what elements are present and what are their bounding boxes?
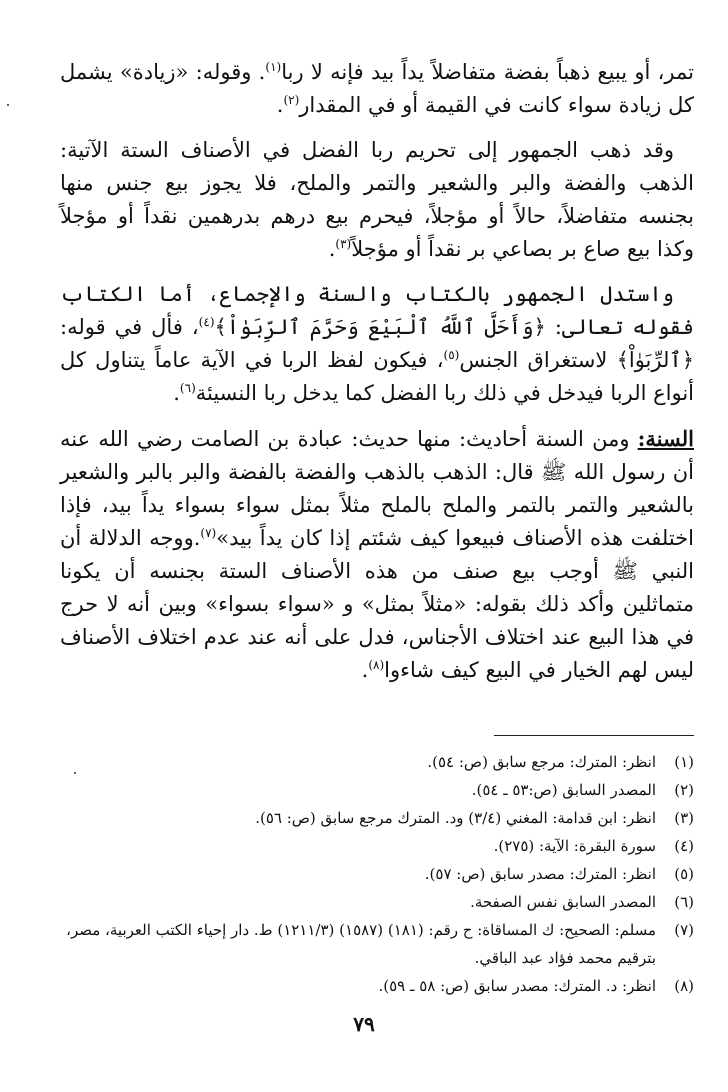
footnote-ref: (٦) xyxy=(179,381,196,395)
main-text xyxy=(60,56,694,699)
footnote-text: مسلم: الصحيح: ك المساقاة: ح رقم: (١٨١) (١٥٨٧) (١٢١١/٣) ط. دار إحياء الكتب العربية، مصر، بترقيم محمد فؤاد عبد الباقي. xyxy=(66,921,656,967)
footnotes-list xyxy=(54,748,694,1000)
footnote-item xyxy=(54,776,694,804)
footnote-text: انظر: د. المترك: مصدر سابق (ص: ٥٨ ـ ٥٩). xyxy=(378,977,656,995)
footnote-text: انظر: ابن قدامة: المغني (٣/٤) ود. المترك مرجع سابق (ص: ٥٦). xyxy=(255,809,656,827)
paragraph: واستدل الجمهور بالكتاب والسنة والإجماع، أما الكتاب فقوله تعالى: ﴿وَأَحَلَّ ٱللَّهُ ٱلْبَيْعَ وَحَرَّمَ ٱلرِّبَوٰاْ﴾$^{(٤)}$، فأل في قوله: ﴿ٱلرِّبَوٰاْ﴾ لاستغراق الجنس$^{(٥)}$، فيكون لفظ الربا في الآية عاماً يتناول كل أنواع الربا فيدخل في ذلك ربا الفضل كما يدخل ربا النسيئة$^{(٦)}$. xyxy=(60,282,694,405)
footnote-separator xyxy=(494,735,694,736)
footnote-text: المصدر السابق نفس الصفحة. xyxy=(470,893,656,911)
footnote-ref: (٧) xyxy=(200,526,217,540)
footnote-text: انظر: المترك: مصدر سابق (ص: ٥٧). xyxy=(424,865,656,883)
section-label: السنة: xyxy=(637,426,694,451)
footnote-number: (٤) xyxy=(674,837,694,855)
footnote-item xyxy=(54,832,694,860)
footnote-number: (٥) xyxy=(674,865,694,883)
footnote-item xyxy=(54,888,694,916)
footnote-text: المصدر السابق (ص:٥٣ ـ ٥٤). xyxy=(471,781,656,799)
footnote-number: (٨) xyxy=(674,977,694,995)
footnote-ref: (١) xyxy=(265,60,282,74)
footnote-number: (٣) xyxy=(674,809,694,827)
footnote-item xyxy=(54,860,694,888)
footnote-item xyxy=(54,972,694,1000)
footnote-item xyxy=(54,748,694,776)
footnote-ref: (٣) xyxy=(335,237,352,251)
footnote-item xyxy=(54,916,694,972)
footnote-text: سورة البقرة: الآية: (٢٧٥). xyxy=(493,837,656,855)
paragraph: تمر، أو يبيع ذهباً بفضة متفاضلاً يداً بيد فإنه لا ربا$^{(١)}$. وقوله: «زيادة» يشمل كل زيادة سواء كانت في القيمة أو في المقدار$^{(٢)}$. xyxy=(60,60,694,117)
footnote-ref: (٥) xyxy=(443,348,460,362)
footnote-ref: (٨) xyxy=(368,658,385,672)
footnote-number: (٦) xyxy=(674,893,694,911)
footnote-number: (١) xyxy=(674,753,694,771)
footnote-item xyxy=(54,804,694,832)
page-number: ٧٩ xyxy=(353,1012,375,1036)
footnote-number: (٢) xyxy=(674,781,694,799)
scan-speck xyxy=(74,772,76,774)
paragraph-sunna: السنة: ومن السنة أحاديث: منها حديث: عبادة بن الصامت رضي الله عنه أن رسول الله ﷺ قال: الذهب بالذهب والفضة بالفضة والبر بالبر والشعير بالشعير والتمر بالتمر والملح بالملح مثلاً بمثل سواء بسواء يداً بيد، فإذا اختلفت هذه الأصناف فبيعوا كيف شئتم إذا كان يداً بيد»$^{(٧)}$.ووجه الدلالة أن النبي ﷺ أوجب بيع صنف من هذه الأصناف الستة بجنسه أن يكونا متماثلين وأكد ذلك بقوله: «مثلاً بمثل» و «سواء بسواء» وبين أنه لا حرج في هذا البيع عند اختلاف الأجناس، فدل على أنه عند عدم اختلاف الأصناف ليس لهم الخيار في البيع كيف شاءوا$^{(٨)}$. xyxy=(60,426,694,682)
paragraph: وقد ذهب الجمهور إلى تحريم ربا الفضل في الأصناف الستة الآتية: الذهب والفضة والبر والشعير والتمر والملح، فلا يجوز بيع جنس منها بجنسه متفاضلاً، حالاً أو مؤجلاً، فيحرم بيع درهم بدرهمين نقداً أو مؤجلاً وكذا بيع صاع بر بصاعي بر نقداً أو مؤجلاً$^{(٣)}$. xyxy=(60,138,694,261)
scan-speck xyxy=(7,104,9,106)
footnote-number: (٧) xyxy=(674,921,694,939)
footnote-ref: (٤) xyxy=(198,315,215,329)
footnote-ref: (٢) xyxy=(283,93,300,107)
footnote-text: انظر: المترك: مرجع سابق (ص: ٥٤). xyxy=(427,753,656,771)
